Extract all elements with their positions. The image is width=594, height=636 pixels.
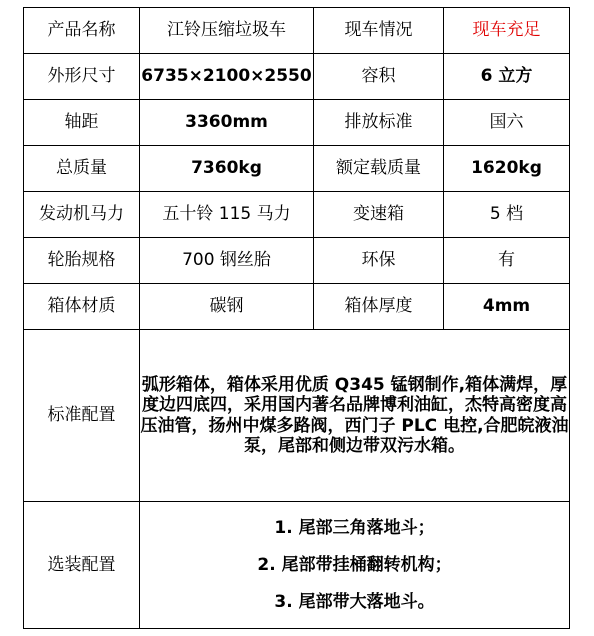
row-label-gross-mass: 总质量 (24, 146, 140, 192)
table-row (24, 192, 570, 238)
dimensions-value: 6735×2100×2550 (140, 54, 314, 100)
row-label-eco: 环保 (314, 238, 444, 284)
rated-load-value: 1620kg (444, 146, 570, 192)
standard-config-text: 弧形箱体，箱体采用优质 Q345 锰钢制作,箱体满焊，厚度边四底四，采用国内著名品牌博利油缸，杰特高密度高压油管，扬州中煤多路阀，西门子 PLC 电控,合肥皖液油泵，尾部和侧边带双污水箱。 (140, 330, 570, 502)
optional-item: 1. 尾部三角落地斗； (274, 517, 435, 538)
table-row (24, 54, 570, 100)
optional-item: 3. 尾部带大落地斗。 (274, 591, 435, 612)
row-label-wheelbase: 轴距 (24, 100, 140, 146)
box-thickness-value: 4mm (444, 284, 570, 330)
row-label-rated-load: 额定载质量 (314, 146, 444, 192)
row-label-tire-spec: 轮胎规格 (24, 238, 140, 284)
gearbox-value: 5 档 (444, 192, 570, 238)
table-row (24, 238, 570, 284)
spec-table (23, 7, 570, 629)
optional-config-label: 选装配置 (24, 502, 140, 629)
table-row (24, 330, 570, 502)
tire-spec-value: 700 钢丝胎 (140, 238, 314, 284)
row-label-dimensions: 外形尺寸 (24, 54, 140, 100)
table-row (24, 146, 570, 192)
wheelbase-value: 3360mm (140, 100, 314, 146)
eco-value: 有 (444, 238, 570, 284)
table-row (24, 100, 570, 146)
engine-power-value: 五十铃 115 马力 (140, 192, 314, 238)
product-name-value: 江铃压缩垃圾车 (140, 8, 314, 54)
optional-config-list (140, 502, 570, 629)
row-label-emission: 排放标准 (314, 100, 444, 146)
table-row (24, 502, 570, 629)
row-label-engine-power: 发动机马力 (24, 192, 140, 238)
emission-value: 国六 (444, 100, 570, 146)
optional-item: 2. 尾部带挂桶翻转机构； (257, 554, 452, 575)
row-label-product-name: 产品名称 (24, 8, 140, 54)
row-label-volume: 容积 (314, 54, 444, 100)
gross-mass-value: 7360kg (140, 146, 314, 192)
stock-status-value: 现车充足 (444, 8, 570, 54)
volume-value: 6 立方 (444, 54, 570, 100)
table-row (24, 284, 570, 330)
row-label-stock-status: 现车情况 (314, 8, 444, 54)
row-label-box-material: 箱体材质 (24, 284, 140, 330)
row-label-box-thickness: 箱体厚度 (314, 284, 444, 330)
box-material-value: 碳钢 (140, 284, 314, 330)
standard-config-label: 标准配置 (24, 330, 140, 502)
row-label-gearbox: 变速箱 (314, 192, 444, 238)
table-row (24, 8, 570, 54)
